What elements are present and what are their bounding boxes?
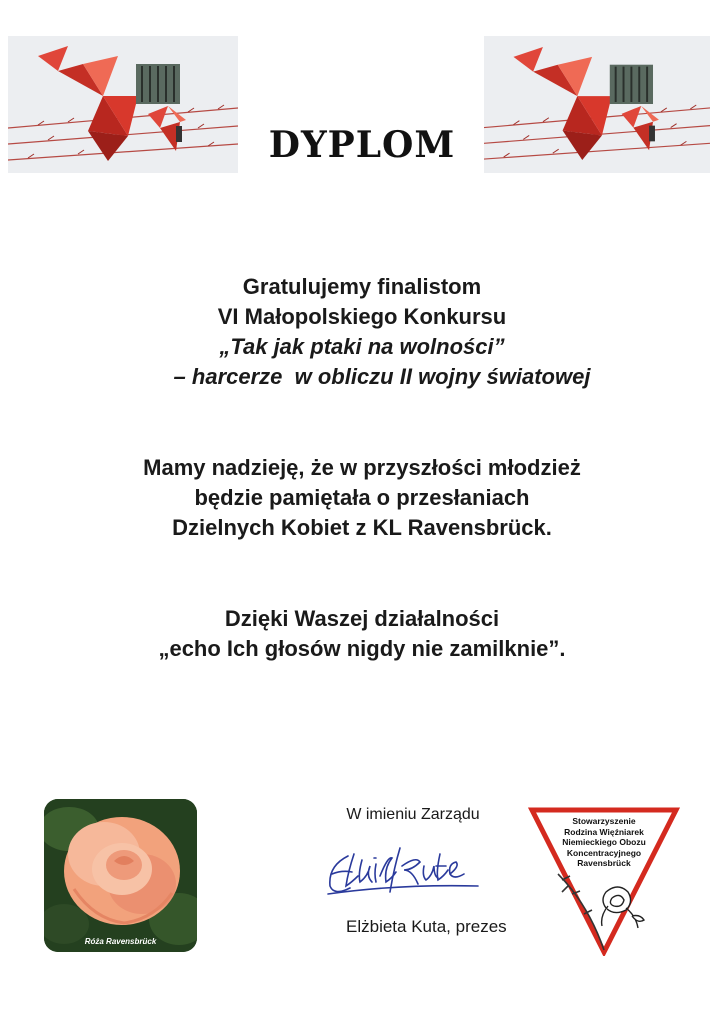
contest-subtitle-line: – harcerze w obliczu II wojny światowej xyxy=(173,364,591,389)
rose-photo xyxy=(44,799,197,952)
emblem-text xyxy=(552,816,656,869)
handwritten-signature-icon xyxy=(318,836,498,906)
text-line: będzie pamiętała o przesłaniach xyxy=(194,485,530,510)
signer-name: Elżbieta Kuta, prezes xyxy=(346,917,507,936)
on-behalf-text: W imieniu Zarządu xyxy=(346,806,480,823)
association-emblem xyxy=(528,806,680,956)
text-line: Dzięki Waszej działalności xyxy=(224,606,500,631)
rose-icon xyxy=(44,799,197,952)
congratulations-paragraph xyxy=(0,272,724,392)
emblem-line: Koncentracyjnego xyxy=(566,847,642,858)
emblem-line: Niemieckiego Obozu xyxy=(562,837,646,847)
text-line: Mamy nadzieję, że w przyszłości młodzież xyxy=(143,455,581,480)
rose-caption: Róża Ravensbrück xyxy=(84,937,157,946)
emblem-line: Ravensbrück xyxy=(577,858,631,868)
text-line: VI Małopolskiego Konkursu xyxy=(217,304,507,329)
signature-image xyxy=(318,836,498,906)
emblem-line: Stowarzyszenie xyxy=(572,816,636,826)
hope-paragraph xyxy=(0,453,724,543)
contest-title-line: „Tak jak ptaki na wolności” xyxy=(219,334,505,359)
text-line: „echo Ich głosów nigdy nie zamilknie”. xyxy=(158,636,566,661)
diploma-title: DYPLOM xyxy=(268,124,456,166)
text-line: Gratulujemy finalistom xyxy=(242,274,482,299)
emblem-line: Rodzina Więźniarek xyxy=(564,826,644,837)
closing-paragraph xyxy=(0,604,724,664)
text-line: Dzielnych Kobiet z KL Ravensbrück. xyxy=(172,515,552,540)
